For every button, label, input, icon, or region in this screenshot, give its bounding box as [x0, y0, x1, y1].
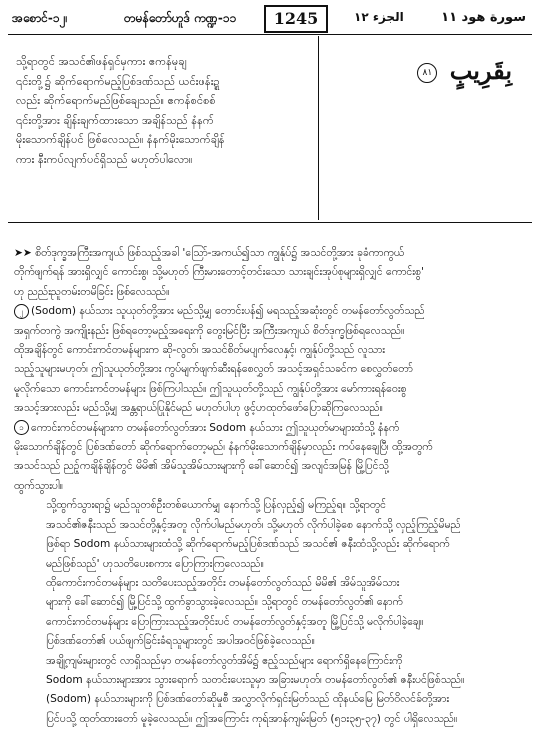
commentary-line: [14, 360, 528, 379]
commentary-line: [14, 496, 528, 515]
commentary-line: [14, 457, 528, 476]
commentary-line: [14, 438, 528, 457]
commentary-text: ဖြစ်ရာ Sodom နယ်သားများထံသို့ ဆိုက်ရောက်မည့်ပြစ်ဒဏ်သည် အသင်၏ ဇနီးထံသို့လည်း ဆိုက်ရောက်: [46, 538, 450, 551]
commentary-text: ပြစ်ဒဏ်တော်၏ ပယ်ဖျက်ခြင်းခံရသူများတွင် အပါအဝင်ဖြစ်ခဲ့လေသည်။: [46, 635, 315, 648]
header-juz: الجزء ١٢: [354, 10, 404, 24]
commentary-line: [14, 380, 528, 399]
commentary-line: [14, 574, 528, 593]
commentary-text: သို့ထွက်သွားရာ၌ မည်သူတစ်ဦးတစ်ယောက်မျှ နောက်သို့ ပြန်လှည့်၍ မကြည့်ရ။ သို့ရာတွင်: [46, 499, 387, 512]
commentary-text: ထိုအချိန်တွင် ကောင်းကင်တမန်များက ဆို-လွတ်၊ အသင်စိတ်မပျက်လေနှင့်၊ ကျွန်ုပ်တို့သည် လူသား: [14, 344, 385, 357]
commentary-paragraph: [14, 652, 528, 729]
verse-translation: [16, 52, 308, 169]
commentary-line: [14, 341, 528, 360]
commentary-line: [14, 477, 528, 496]
commentary-text: ကောင်းကင်တမန်များက တမန်တော်လွတ်အား Sodom နယ်သား ဤသူယုတ်မာများထံသို့ နံနက်: [31, 421, 400, 434]
commentary-line: [14, 555, 528, 574]
page-header: [6, 4, 534, 34]
commentary-paragraph: [14, 244, 528, 302]
commentary-text: မည်ဖြစ်သည်' ဟုသတိပေးစကား ပြောကြားကြလေသည်။: [46, 557, 264, 570]
column-divider: [318, 36, 319, 220]
commentary-text: ကောင်းကင်တမန်များ ပြောကြားသည့်အတိုင်းပင် တမန်တော်လွတ်နှင့်အတူ မြို့ပြင်သို့ မလိုက်ပါခဲ့ချေ။: [46, 615, 424, 628]
commentary-paragraph: [14, 574, 528, 652]
commentary-line: [14, 399, 528, 418]
translation-line: ၎င်းတို့အား ချိန်းချက်ထားသော အချိန်သည် နံနက်: [16, 113, 214, 127]
translation-line: ၎င်းတို့၌ ဆိုက်ရောက်မည့်ပြစ်ဒဏ်သည် ယင်းဖန်းဍ္ဍ: [16, 74, 220, 88]
commentary-line: [14, 302, 528, 321]
verse-number-marker: ٨١: [417, 63, 437, 83]
commentary-line: [14, 593, 528, 612]
commentary-text: အရှက်တကွဲ အကျိုးနည်း ဖြစ်ရတော့မည့်အရေးကို တွေးမြင်ပြီး အကြီးအကျယ် စိတ်ဒုက္ခဖြစ်ရလေသည်။: [14, 324, 405, 337]
footnote-marker: ၁: [14, 420, 29, 435]
commentary-line: [14, 632, 528, 651]
commentary-line: [14, 244, 528, 263]
commentary-text: အသင်သည် ညဉ့်ကချိန်ချိန်တွင် မိမိ၏ အိမ်သူအိမ်သားများကို ခေါ်ဆောင်၍ အလျင်အမြန် မြို့ပြင်သို့: [14, 460, 389, 473]
arabic-text: بِقَرِيبٍ: [449, 56, 512, 85]
commentary-text: အသင်၏ဇနီးသည် အသင်တို့နှင့်အတူ လိုက်ပါမည်မဟုတ်၊ သို့မဟုတ် လိုက်ပါခဲ့စေ နောက်သို့ လှည့်ကြည့်မိမည်: [46, 518, 461, 531]
commentary-paragraph: [14, 496, 528, 574]
commentary-text: မူလိုက်သော ကောင်းကင်တမန်များ ဖြစ်ကြပါသည်။ ဤသူယုတ်တို့သည် ကျွန်ုပ်တို့အား မော်ကားရန်ဝေးစွ: [14, 382, 407, 395]
commentary-line: [14, 419, 528, 438]
commentary-line: [14, 283, 528, 302]
commentary-text: တိုက်ဖျက်ရန် အားရှိလျှင် ကောင်းစွ၊ သို့မဟုတ် ကြီးမားတောင့်တင်းသော သားချင်းအုပ်စုများရှိလျှင် ကောင်းစွ': [14, 266, 424, 279]
commentary-line: [14, 613, 528, 632]
commentary-line: [14, 652, 528, 671]
commentary-line: [14, 263, 528, 282]
translation-line: လည်း ဆိုက်ရောက်မည်ဖြစ်ချေသည်။ ဧကန်စင်စစ်: [16, 94, 216, 107]
translation-line: သို့ရာတွင် အသင်၏ဖန်ရှင်မှကား ဧကန်မုချ: [16, 55, 187, 68]
page-number: 1245: [264, 5, 328, 33]
commentary-text: ထိုကောင်းကင်တမန်များ သတိပေးသည့်အတိုင်း တမန်တော်လွတ်သည် မိမိ၏ အိမ်သူအိမ်သား: [46, 576, 400, 589]
commentary-line: [14, 322, 528, 341]
commentary-text: အချို့ကျမ်းများတွင် လာရှိသည်မှာ တမန်တော်လွတ်အိမ်၌ ဧည့်သည်များ ရောက်ရှိနေကြောင်းကို: [46, 654, 403, 667]
commentary-text: ဟု ညည်းညူတမ်းတမိခြင်း ဖြစ်လေသည်။: [14, 285, 170, 298]
commentary-text: Sodom နယ်သားများအား သွားရောက် သတင်းပေးသူမှာ အခြားမဟုတ်၊ တမန်တော်လွတ်၏ ဇနီးပင်ဖြစ်သည်။: [46, 673, 465, 686]
commentary-text: (Sodom) နယ်သား သူယုတ်တို့အား မည်သို့မျှ တောင်းပန်၍ မရသည့်အဆုံးတွင် တမန်တော်လွတ်သည်: [31, 305, 425, 318]
commentary-line: [14, 710, 528, 729]
commentary-line: [14, 535, 528, 554]
commentary-text: ➤➤ စိတ်ဒုက္ခအကြီးအကျယ် ဖြစ်သည့်အခါ 'သြော်-အကယ်၍သာ ကျွန်ုပ်၌ အသင်တို့အား ခုခံကာကွယ်: [14, 247, 405, 259]
footnote-marker: ၂: [14, 304, 29, 319]
section-divider: [8, 222, 532, 223]
commentary-text: အသင့်အားလည်း မည်သို့မျှ အန္တရာယ်ပြုနိုင်မည် မဟုတ်ပါဟု ဖွင့်ဟထုတ်ဖော်ပြောဆိုကြလေသည်။: [14, 402, 383, 415]
header-section-title: တမန်တော်ဟူဒ် ကဏ္ဍ-၁၁: [124, 11, 237, 25]
commentary-text: များကို ခေါ်ဆောင်၍ မြို့ပြင်သို့ ထွက်ခွာသွားခဲ့လေသည်။ သို့ရာတွင် တမန်တော်လွတ်၏ နောက်: [46, 596, 403, 609]
commentary-line: [14, 690, 528, 709]
commentary-paragraph: [14, 419, 528, 497]
commentary: [14, 244, 528, 729]
header-divider: [8, 34, 532, 35]
commentary-text: ထွက်သွားပါ။: [14, 479, 63, 492]
header-part-label: အစောင်-၁၂၊: [12, 11, 68, 25]
header-surah: سورة هود ١١: [441, 10, 526, 25]
translation-line: ကား နီးကပ်လျက်ပင်ရှိသည် မဟုတ်ပါလော။: [16, 152, 193, 166]
commentary-line: [14, 671, 528, 690]
commentary-text: သည့်သူများမဟုတ်၊ ဤသူယုတ်တို့အား ကွပ်မျက်ဖျက်ဆီးရန်စေလွှတ် အသင့်အရှင်သခင်က စေလွှတ်တော်: [14, 363, 413, 376]
commentary-line: [14, 516, 528, 535]
translation-line: မိုးသောက်ချိန်ပင် ဖြစ်လေသည်။ နံနက်မိုးသောက်ချိန်: [16, 133, 225, 146]
commentary-text: မိုးသောက်ချိန်တွင် ပြစ်ဒဏ်တော် ဆိုက်ရောက်တော့မည်၊ နံနက်မိုးသောက်ချိန်မှာလည်း ကပ်နေချေပြီ၊ ထို့အတွက်: [14, 441, 433, 454]
commentary-text: ပြင်ပသို့ ထုတ်ထားတော် မူခဲ့လေသည်။ ဤအကြောင်း ကုရ်အာန်ကျမ်းမြတ် (၅၁း၃၅-၃၇) တွင် ပါရှိလေသည်။: [46, 712, 458, 725]
commentary-text: (Sodom) နယ်သားများကို ပြစ်ဒဏ်တော်ဆိုမှုစီ အလွှာလိုက်ရှင်းမြတ်သည် ထိုနယ်မြေ မြတ်ဝိလင်ခ်တို့အား: [46, 693, 450, 706]
commentary-paragraph: [14, 302, 528, 418]
arabic-verse: [382, 56, 512, 85]
